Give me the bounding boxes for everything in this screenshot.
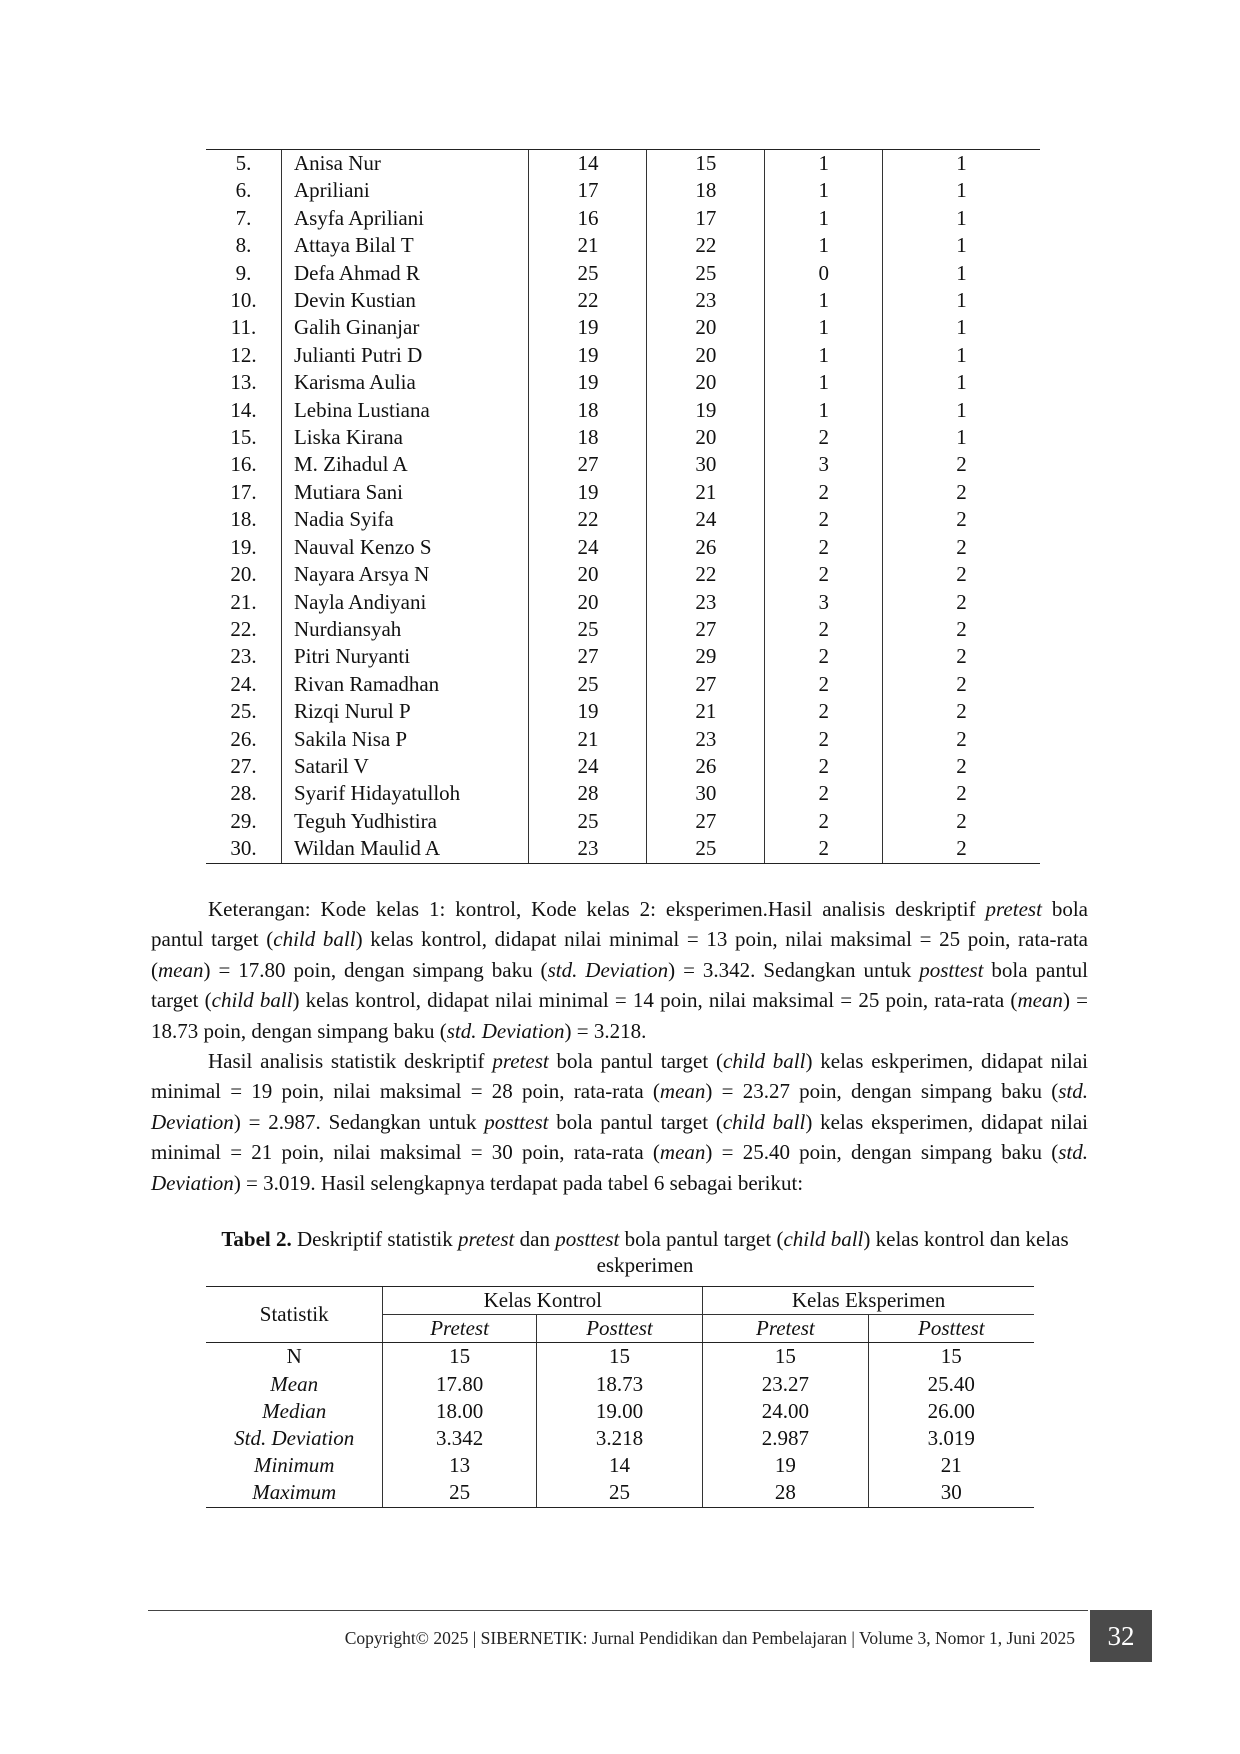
row-number: 11. xyxy=(230,315,257,340)
experiment-posttest-value: 21 xyxy=(868,1452,1034,1479)
row-number: 27. xyxy=(230,753,257,778)
header-kelas-kontrol: Kelas Kontrol xyxy=(383,1287,703,1315)
pretest-score: 18 xyxy=(529,397,647,424)
pretest-score: 25 xyxy=(529,616,647,643)
student-name: Rivan Ramadhan xyxy=(281,671,529,698)
table-row xyxy=(206,589,1040,616)
student-name: Galih Ginanjar xyxy=(281,314,529,341)
student-name: Sataril V xyxy=(281,753,529,780)
table-row xyxy=(206,397,1040,424)
pretest-score: 22 xyxy=(529,506,647,533)
text-segment: ) kelas eksperimen, didapat nilai minimal = 21 poin, nilai maksimal = 30 poin, rata-rata ( xyxy=(151,1109,1089,1165)
student-name: Syarif Hidayatulloh xyxy=(281,780,529,807)
pretest-score: 21 xyxy=(529,726,647,753)
student-name: Nayara Arsya N xyxy=(281,561,529,588)
text-segment: dan xyxy=(514,1227,556,1251)
paragraph-content xyxy=(151,1049,1088,1195)
class-code: 2 xyxy=(883,506,1040,533)
class-code: 1 xyxy=(883,260,1040,287)
text-segment: ) = 3.342. Sedangkan untuk xyxy=(668,957,920,982)
posttest-score: 15 xyxy=(647,150,765,177)
control-pretest-value: 3.342 xyxy=(383,1425,536,1452)
table-row xyxy=(206,1398,1034,1425)
italic-term: pretest xyxy=(985,897,1042,921)
pretest-score: 27 xyxy=(529,643,647,670)
class-code: 1 xyxy=(883,177,1040,204)
row-number: 18. xyxy=(230,507,257,532)
code-a: 2 xyxy=(765,424,883,451)
code-a: 2 xyxy=(765,671,883,698)
row-number: 5. xyxy=(235,151,252,175)
row-number: 23. xyxy=(230,644,257,669)
table2-header-row-1 xyxy=(206,1287,1034,1315)
control-posttest-value: 19.00 xyxy=(536,1398,702,1425)
table-row xyxy=(206,671,1040,698)
table-row xyxy=(206,835,1040,863)
pretest-score: 28 xyxy=(529,780,647,807)
class-code: 2 xyxy=(883,835,1040,863)
class-code: 2 xyxy=(883,451,1040,478)
italic-term: mean xyxy=(158,957,204,982)
code-a: 2 xyxy=(765,808,883,835)
text-segment: ) = 23.27 poin, dengan simpang baku ( xyxy=(705,1079,1059,1104)
text-segment: Keterangan: Kode kelas 1: kontrol, Kode kelas 2: eksperimen.Hasil analisis deskriptif xyxy=(208,897,986,921)
student-name: Mutiara Sani xyxy=(281,479,529,506)
code-a: 2 xyxy=(765,616,883,643)
experiment-posttest-value: 15 xyxy=(868,1343,1034,1371)
descriptive-statistics-table xyxy=(206,1286,1034,1508)
italic-term: std. Deviation xyxy=(446,1018,565,1043)
code-a: 0 xyxy=(765,260,883,287)
posttest-score: 26 xyxy=(647,753,765,780)
italic-term: posttest xyxy=(555,1227,620,1251)
posttest-score: 23 xyxy=(647,287,765,314)
pretest-score: 25 xyxy=(529,671,647,698)
pretest-score: 27 xyxy=(529,451,647,478)
code-a: 1 xyxy=(765,287,883,314)
class-code: 1 xyxy=(883,342,1040,369)
control-posttest-value: 14 xyxy=(536,1452,702,1479)
footer-copyright: Copyright© 2025 | SIBERNETIK: Jurnal Pendidikan dan Pembelajaran | Volume 3, Nomor 1, Juni 2025 xyxy=(344,1628,1075,1648)
pretest-score: 17 xyxy=(529,177,647,204)
italic-term: mean xyxy=(659,1079,706,1104)
text-segment: ) = 25.40 poin, dengan simpang baku ( xyxy=(705,1140,1059,1165)
table-row xyxy=(206,1425,1034,1452)
table-row xyxy=(206,260,1040,287)
experiment-pretest-value: 28 xyxy=(703,1479,868,1507)
code-a: 1 xyxy=(765,314,883,341)
row-number: 16. xyxy=(230,452,257,477)
code-a: 3 xyxy=(765,451,883,478)
code-a: 2 xyxy=(765,753,883,780)
statistic-label: Minimum xyxy=(253,1453,335,1478)
experiment-posttest-value: 3.019 xyxy=(868,1425,1034,1452)
row-number: 7. xyxy=(235,205,252,230)
class-code: 2 xyxy=(883,616,1040,643)
table-row xyxy=(206,369,1040,396)
row-number: 14. xyxy=(230,397,257,422)
table2-caption-text xyxy=(292,1227,1069,1277)
table-row xyxy=(206,726,1040,753)
student-name: Pitri Nuryanti xyxy=(281,643,529,670)
posttest-score: 27 xyxy=(647,671,765,698)
posttest-score: 21 xyxy=(647,479,765,506)
row-number: 12. xyxy=(230,342,257,367)
text-segment: ) kelas eskperimen, didapat nilai minimal = 19 poin, nilai maksimal = 28 poin, rata-rata ( xyxy=(151,1049,1088,1104)
table2-caption xyxy=(206,1226,1084,1278)
experiment-pretest-value: 2.987 xyxy=(703,1425,868,1452)
table-row xyxy=(206,451,1040,478)
student-name: Nadia Syifa xyxy=(281,506,529,533)
class-code: 1 xyxy=(883,424,1040,451)
header-control-pretest: Pretest xyxy=(383,1315,536,1343)
control-posttest-value: 18.73 xyxy=(536,1371,702,1398)
student-name: Asyfa Apriliani xyxy=(281,205,529,232)
code-a: 2 xyxy=(765,643,883,670)
posttest-score: 27 xyxy=(647,616,765,643)
table-row xyxy=(206,287,1040,314)
row-number: 26. xyxy=(230,726,257,751)
pretest-score: 14 xyxy=(529,150,647,177)
code-a: 2 xyxy=(765,479,883,506)
italic-term: child ball xyxy=(211,988,293,1013)
pretest-score: 19 xyxy=(529,314,647,341)
table-row xyxy=(206,780,1040,807)
student-name: Sakila Nisa P xyxy=(281,726,529,753)
experiment-posttest-value: 30 xyxy=(868,1479,1034,1507)
row-number: 21. xyxy=(230,589,257,614)
table-row xyxy=(206,479,1040,506)
experiment-posttest-value: 26.00 xyxy=(868,1398,1034,1425)
control-posttest-value: 3.218 xyxy=(536,1425,702,1452)
row-number: 17. xyxy=(230,479,257,504)
code-a: 1 xyxy=(765,177,883,204)
student-name: Teguh Yudhistira xyxy=(281,808,529,835)
experiment-posttest-value: 25.40 xyxy=(868,1371,1034,1398)
student-name: Nauval Kenzo S xyxy=(281,534,529,561)
posttest-score: 20 xyxy=(647,424,765,451)
code-a: 2 xyxy=(765,780,883,807)
footer-rule xyxy=(148,1610,1088,1611)
header-experiment-posttest: Posttest xyxy=(868,1315,1034,1343)
posttest-score: 24 xyxy=(647,506,765,533)
pretest-score: 16 xyxy=(529,205,647,232)
text-segment: ) kelas kontrol, didapat nilai minimal = 14 poin, nilai maksimal = 25 poin, rata-rata ( xyxy=(292,988,1018,1013)
table-row xyxy=(206,808,1040,835)
text-segment: ) = 18.73 poin, dengan simpang baku ( xyxy=(151,988,1088,1043)
student-name: Lebina Lustiana xyxy=(281,397,529,424)
table-row xyxy=(206,561,1040,588)
italic-term: std. Deviation xyxy=(151,1140,1088,1195)
row-number: 30. xyxy=(206,835,281,863)
pretest-score: 24 xyxy=(529,753,647,780)
pretest-score: 20 xyxy=(529,589,647,616)
text-segment: ) = 3.019. Hasil selengkapnya terdapat pada tabel 6 sebagai berikut: xyxy=(233,1170,804,1195)
student-name: Rizqi Nurul P xyxy=(281,698,529,725)
class-code: 1 xyxy=(883,314,1040,341)
posttest-score: 18 xyxy=(647,177,765,204)
code-a: 1 xyxy=(765,150,883,177)
class-code: 2 xyxy=(883,589,1040,616)
posttest-score: 25 xyxy=(647,260,765,287)
experiment-pretest-value: 19 xyxy=(703,1452,868,1479)
pretest-score: 19 xyxy=(529,479,647,506)
table-row xyxy=(206,616,1040,643)
table-row xyxy=(206,177,1040,204)
row-number: 9. xyxy=(235,260,252,285)
class-code: 1 xyxy=(883,205,1040,232)
student-name: Liska Kirana xyxy=(281,424,529,451)
row-number: 24. xyxy=(230,671,257,696)
control-pretest-value: 15 xyxy=(383,1343,536,1371)
class-code: 1 xyxy=(883,150,1040,177)
table-row xyxy=(206,342,1040,369)
table-row xyxy=(206,205,1040,232)
text-segment: bola pantul target ( xyxy=(151,957,1088,1013)
italic-term: posttest xyxy=(484,1109,549,1134)
code-a: 1 xyxy=(765,397,883,424)
experiment-pretest-value: 23.27 xyxy=(703,1371,868,1398)
text-segment: ) kelas kontrol, didapat nilai minimal = 13 poin, nilai maksimal = 25 poin, rata-rata ( xyxy=(151,927,1088,982)
student-scores-table-body xyxy=(206,150,1040,863)
row-number: 20. xyxy=(230,562,257,587)
statistic-label: Maximum xyxy=(206,1479,383,1507)
control-pretest-value: 25 xyxy=(383,1479,536,1507)
table-row xyxy=(206,424,1040,451)
code-a: 1 xyxy=(765,205,883,232)
table-row xyxy=(206,534,1040,561)
text-segment: bola pantul target ( xyxy=(151,897,1089,952)
posttest-score: 27 xyxy=(647,808,765,835)
table-row xyxy=(206,643,1040,670)
italic-term: child ball xyxy=(783,1227,864,1251)
italic-term: pretest xyxy=(458,1227,515,1251)
italic-term: child ball xyxy=(722,1109,806,1134)
pretest-score: 25 xyxy=(529,260,647,287)
student-name: Devin Kustian xyxy=(281,287,529,314)
table-row xyxy=(206,150,1040,177)
class-code: 1 xyxy=(883,397,1040,424)
posttest-score: 17 xyxy=(647,205,765,232)
posttest-score: 26 xyxy=(647,534,765,561)
posttest-score: 29 xyxy=(647,643,765,670)
code-a: 2 xyxy=(765,835,883,863)
row-number: 28. xyxy=(230,781,257,806)
text-segment: ) = 3.218. xyxy=(564,1018,647,1043)
text-segment: ) = 17.80 poin, dengan simpang baku ( xyxy=(203,957,548,982)
student-name: Defa Ahmad R xyxy=(281,260,529,287)
student-name: Nurdiansyah xyxy=(281,616,529,643)
student-name: Wildan Maulid A xyxy=(281,835,529,863)
class-code: 1 xyxy=(883,232,1040,259)
pretest-score: 25 xyxy=(529,808,647,835)
posttest-score: 22 xyxy=(647,232,765,259)
row-number: 13. xyxy=(230,370,257,395)
statistic-label: Mean xyxy=(270,1371,319,1396)
table-row xyxy=(206,1371,1034,1398)
pretest-score: 19 xyxy=(529,342,647,369)
table-row xyxy=(206,1479,1034,1507)
student-name: Julianti Putri D xyxy=(281,342,529,369)
class-code: 2 xyxy=(883,671,1040,698)
text-segment: ) = 2.987. Sedangkan untuk xyxy=(233,1109,485,1134)
text-segment: bola pantul target ( xyxy=(548,1049,723,1073)
italic-term: child ball xyxy=(723,1049,806,1073)
statistic-label: N xyxy=(286,1344,302,1369)
pretest-score: 22 xyxy=(529,287,647,314)
class-code: 2 xyxy=(883,726,1040,753)
italic-term: pretest xyxy=(492,1049,549,1073)
header-control-posttest: Posttest xyxy=(536,1315,702,1343)
control-posttest-value: 15 xyxy=(536,1343,702,1371)
control-posttest-value: 25 xyxy=(536,1479,702,1507)
italic-term: mean xyxy=(659,1140,706,1165)
student-name: Nayla Andiyani xyxy=(281,589,529,616)
code-a: 2 xyxy=(765,506,883,533)
table-row xyxy=(206,232,1040,259)
class-code: 1 xyxy=(883,287,1040,314)
code-a: 3 xyxy=(765,589,883,616)
code-a: 2 xyxy=(765,561,883,588)
table-row xyxy=(206,698,1040,725)
statistic-label: Median xyxy=(262,1398,327,1423)
text-segment: Hasil analisis statistik deskriptif xyxy=(208,1049,493,1073)
posttest-score: 21 xyxy=(647,698,765,725)
student-name: Karisma Aulia xyxy=(281,369,529,396)
posttest-score: 30 xyxy=(647,451,765,478)
student-name: Anisa Nur xyxy=(281,150,529,177)
posttest-score: 19 xyxy=(647,397,765,424)
class-code: 2 xyxy=(883,753,1040,780)
posttest-score: 20 xyxy=(647,369,765,396)
code-a: 1 xyxy=(765,369,883,396)
row-number: 15. xyxy=(230,425,257,450)
control-pretest-value: 17.80 xyxy=(383,1371,536,1398)
posttest-score: 23 xyxy=(647,589,765,616)
posttest-score: 30 xyxy=(647,780,765,807)
control-pretest-value: 13 xyxy=(383,1452,536,1479)
pretest-score: 19 xyxy=(529,698,647,725)
pretest-score: 23 xyxy=(529,835,647,863)
class-code: 2 xyxy=(883,780,1040,807)
table2-body xyxy=(206,1343,1034,1507)
table-row xyxy=(206,1343,1034,1371)
student-name: Apriliani xyxy=(281,177,529,204)
table2-caption-label: Tabel 2. xyxy=(221,1227,292,1251)
italic-term: mean xyxy=(1017,988,1063,1013)
experiment-pretest-value: 24.00 xyxy=(703,1398,868,1425)
posttest-score: 20 xyxy=(647,342,765,369)
pretest-score: 20 xyxy=(529,561,647,588)
control-pretest-value: 18.00 xyxy=(383,1398,536,1425)
pretest-score: 18 xyxy=(529,424,647,451)
class-code: 2 xyxy=(883,479,1040,506)
table-row xyxy=(206,314,1040,341)
code-a: 2 xyxy=(765,726,883,753)
text-segment: ) kelas kontrol dan kelas eskperimen xyxy=(596,1227,1069,1277)
row-number: 6. xyxy=(235,178,252,203)
posttest-score: 23 xyxy=(647,726,765,753)
class-code: 2 xyxy=(883,534,1040,561)
header-statistik: Statistik xyxy=(206,1287,383,1343)
pretest-score: 21 xyxy=(529,232,647,259)
class-code: 2 xyxy=(883,643,1040,670)
class-code: 1 xyxy=(883,369,1040,396)
table-row xyxy=(206,753,1040,780)
row-number: 22. xyxy=(230,616,257,641)
posttest-score: 25 xyxy=(647,835,765,863)
row-number: 10. xyxy=(230,288,257,313)
posttest-score: 20 xyxy=(647,314,765,341)
header-kelas-eksperimen: Kelas Eksperimen xyxy=(703,1287,1034,1315)
paragraph-control-class-description xyxy=(151,894,1088,1046)
paragraph-experiment-class-description xyxy=(151,1046,1088,1198)
pretest-score: 24 xyxy=(529,534,647,561)
row-number: 25. xyxy=(230,699,257,724)
italic-term: posttest xyxy=(919,957,984,982)
class-code: 2 xyxy=(883,808,1040,835)
class-code: 2 xyxy=(883,698,1040,725)
row-number: 29. xyxy=(230,808,257,833)
italic-term: std. Deviation xyxy=(547,957,669,982)
italic-term: std. Deviation xyxy=(151,1079,1088,1134)
posttest-score: 22 xyxy=(647,561,765,588)
table-row xyxy=(206,1452,1034,1479)
code-a: 1 xyxy=(765,342,883,369)
text-segment: bola pantul target ( xyxy=(548,1109,723,1134)
student-scores-table xyxy=(206,150,1040,864)
italic-term: child ball xyxy=(273,927,356,952)
row-number: 8. xyxy=(235,233,252,258)
paragraph-content xyxy=(151,897,1088,1043)
code-a: 2 xyxy=(765,534,883,561)
statistic-label: Std. Deviation xyxy=(234,1426,355,1451)
student-name: M. Zihadul A xyxy=(281,451,529,478)
table-row xyxy=(206,506,1040,533)
page-number: 32 xyxy=(1090,1610,1152,1662)
text-segment: Deskriptif statistik xyxy=(291,1227,458,1251)
class-code: 2 xyxy=(883,561,1040,588)
code-a: 2 xyxy=(765,698,883,725)
student-name: Attaya Bilal T xyxy=(281,232,529,259)
code-a: 1 xyxy=(765,232,883,259)
row-number: 19. xyxy=(230,534,257,559)
text-segment: bola pantul target ( xyxy=(619,1227,784,1251)
pretest-score: 19 xyxy=(529,369,647,396)
header-experiment-pretest: Pretest xyxy=(703,1315,868,1343)
experiment-pretest-value: 15 xyxy=(703,1343,868,1371)
